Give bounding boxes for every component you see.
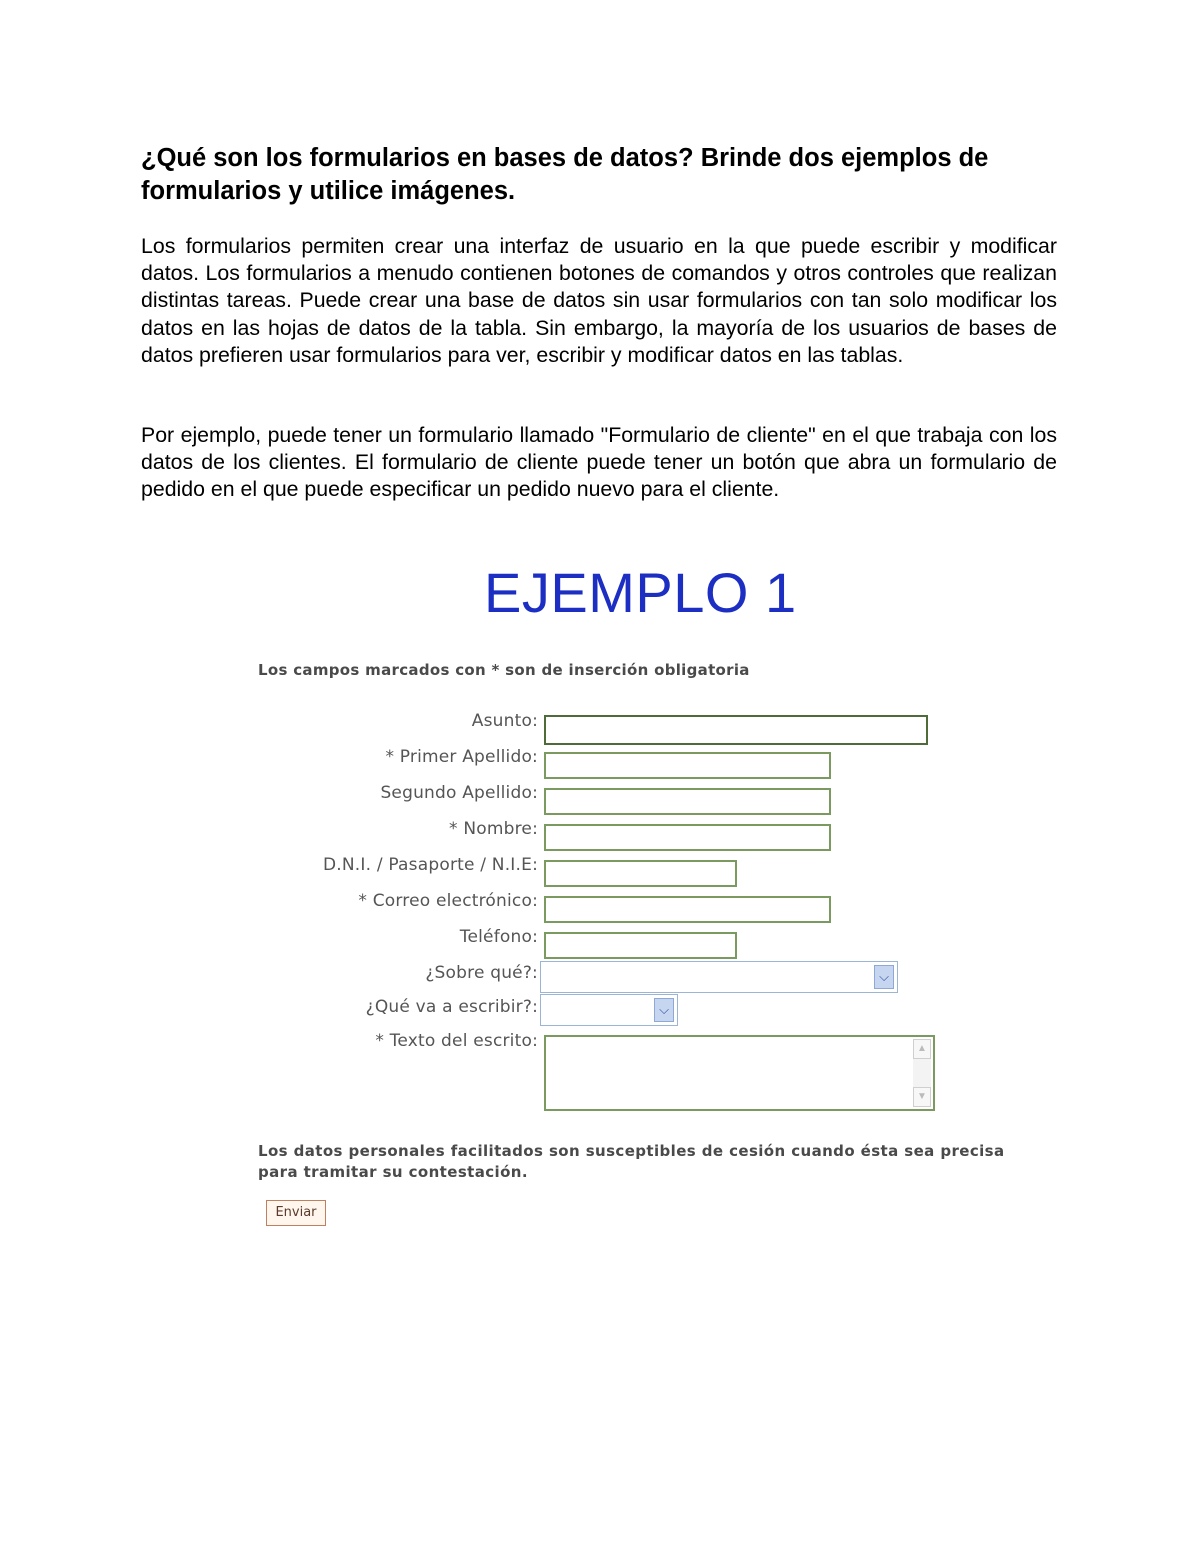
label-asunto: Asunto: — [471, 711, 538, 731]
label-texto: * Texto del escrito: — [375, 1031, 538, 1051]
privacy-note: Los datos personales facilitados son susceptibles de cesión cuando ésta sea precisa para tramitar su contestación. — [258, 1142, 1005, 1181]
example-title: EJEMPLO 1 — [484, 561, 797, 624]
arrow-down-icon[interactable]: ▼ — [913, 1087, 931, 1107]
label-segundo-apellido: Segundo Apellido: — [380, 783, 538, 803]
label-que-va-a-escribir: ¿Qué va a escribir?: — [365, 997, 538, 1017]
example-form-image — [240, 555, 1020, 1245]
arrow-up-icon[interactable]: ▲ — [913, 1039, 931, 1059]
textarea-scrollbar[interactable] — [913, 1039, 931, 1107]
label-dni: D.N.I. / Pasaporte / N.I.E: — [323, 855, 538, 875]
paragraph-example: Por ejemplo, puede tener un formulario llamado "Formulario de cliente" en el que trabaja con los datos de los clientes. El formulario de cliente puede tener un botón que abra un formulario de pedido en el que puede especificar un pedido nuevo para el cliente. — [141, 423, 1057, 502]
sobre-que-select[interactable] — [540, 961, 898, 993]
label-telefono: Teléfono: — [459, 927, 538, 947]
paragraph-definition: Los formularios permiten crear una interfaz de usuario en la que puede escribir y modificar datos. Los formularios a menudo contienen botones de comandos y otros controles que realizan distintas tareas. Puede crear una base de datos sin usar formularios con tan solo modificar los datos en las hojas de datos de la tabla. Sin embargo, la mayoría de los usuarios de bases de datos prefieren usar formularios para ver, escribir y modificar datos en las tablas. — [141, 234, 1057, 367]
que-va-a-escribir-select[interactable] — [540, 994, 678, 1026]
required-fields-note: Los campos marcados con * son de inserción obligatoria — [258, 661, 750, 679]
chevron-down-icon[interactable]: ⌵ — [874, 965, 894, 989]
segundo-apellido-input[interactable] — [544, 788, 831, 815]
label-nombre: * Nombre: — [449, 819, 538, 839]
correo-input[interactable] — [544, 896, 831, 923]
label-sobre-que: ¿Sobre qué?: — [425, 963, 538, 983]
dni-input[interactable] — [544, 860, 737, 887]
texto-textarea[interactable] — [544, 1035, 935, 1111]
label-primer-apellido: * Primer Apellido: — [385, 747, 538, 767]
telefono-input[interactable] — [544, 932, 737, 959]
asunto-input[interactable] — [544, 715, 928, 745]
enviar-button[interactable]: Enviar — [266, 1200, 326, 1226]
nombre-input[interactable] — [544, 824, 831, 851]
question-heading: ¿Qué son los formularios en bases de datos? Brinde dos ejemplos de formularios y utilice imágenes. — [141, 144, 989, 205]
primer-apellido-input[interactable] — [544, 752, 831, 779]
label-correo: * Correo electrónico: — [358, 891, 538, 911]
chevron-down-icon[interactable]: ⌵ — [654, 998, 674, 1022]
